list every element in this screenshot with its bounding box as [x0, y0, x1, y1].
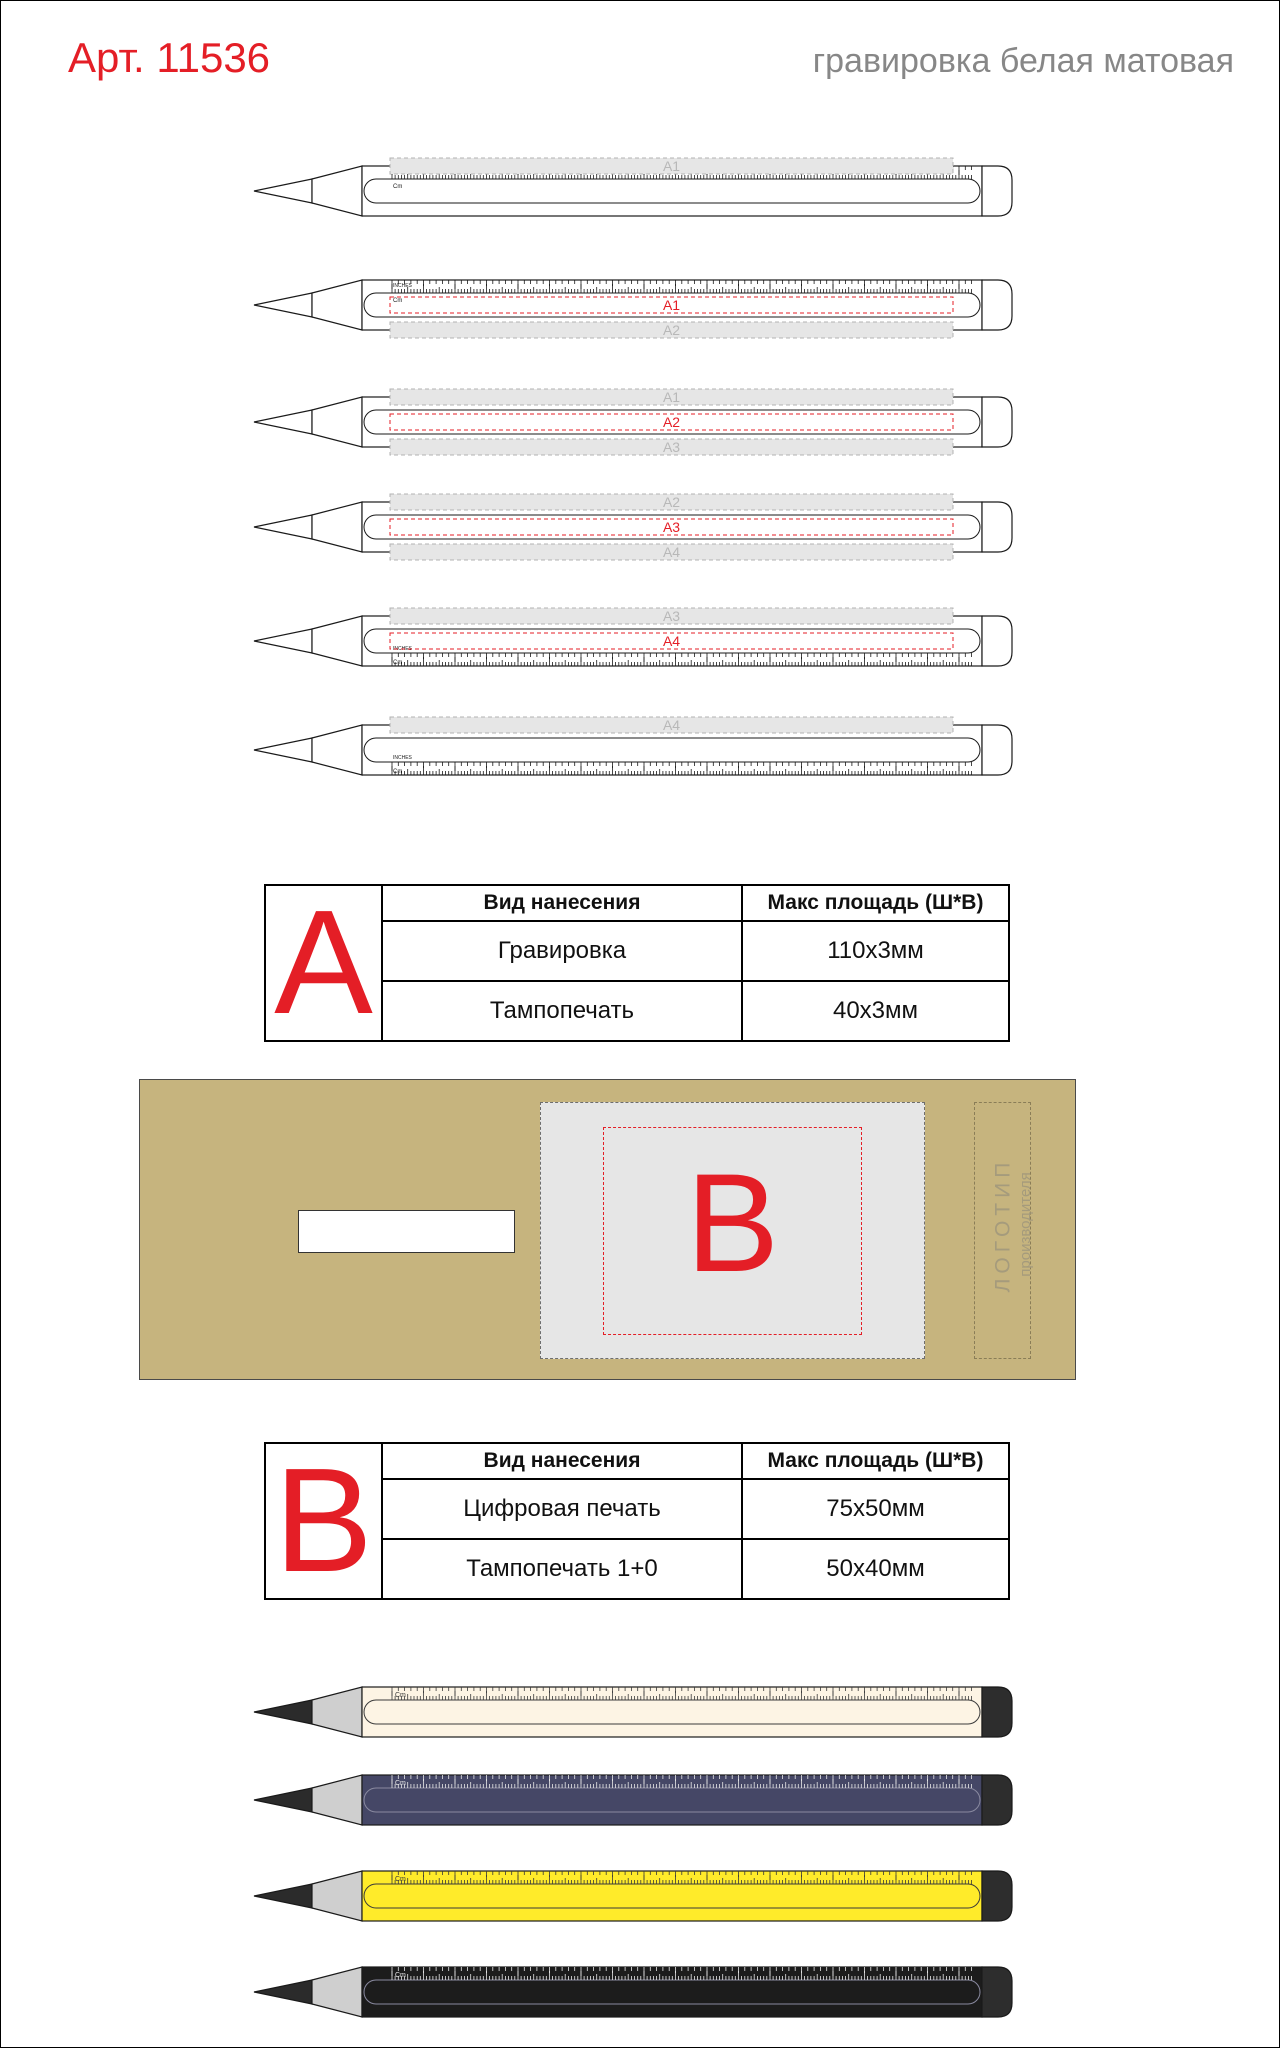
package-diagram: [139, 1079, 1076, 1380]
pencil-lead: [254, 738, 312, 762]
zone-label: A4: [662, 633, 681, 649]
pencil-view: [254, 158, 1012, 216]
method-cell: Цифровая печать: [382, 1479, 742, 1539]
ruler-cm-label: Cm: [395, 1780, 406, 1787]
area-letter-b: B: [265, 1443, 382, 1599]
method-header: Вид нанесения: [382, 885, 742, 921]
size-cell: 110x3мм: [742, 921, 1009, 981]
zone-label: A4: [662, 544, 681, 560]
pencil-lead: [254, 410, 312, 434]
pencil-cap: [982, 397, 1012, 447]
area-header: Макс площадь (Ш*В): [742, 885, 1009, 921]
pencil-view: [254, 717, 1012, 775]
pencil-tip: [312, 616, 362, 666]
logo-note: производителя: [1017, 1172, 1034, 1277]
ruler-inches-label: INCHES: [393, 755, 412, 761]
pencil-cap: [982, 616, 1012, 666]
pencil-cap: [982, 1871, 1012, 1921]
zone-label: A4: [662, 717, 681, 733]
ruler-cm-label: Cm: [393, 184, 403, 190]
pencil-lead: [254, 1700, 312, 1724]
ruler-inches-label: INCHES: [393, 283, 412, 289]
pencil-color-yellow: [254, 1871, 1012, 1921]
print-area-b: [540, 1102, 925, 1359]
pencil-tip: [312, 166, 362, 216]
zone-label: A3: [662, 439, 681, 455]
method-cell: Гравировка: [382, 921, 742, 981]
pencil-lead: [254, 1788, 312, 1812]
pencil-tip: [312, 502, 362, 552]
package-window: [298, 1210, 515, 1253]
logo-word: ЛОГОТИП: [991, 1157, 1015, 1293]
article-number: Арт. 11536: [68, 34, 271, 81]
ruler-cm-label: Cm: [393, 298, 403, 304]
method-header: Вид нанесения: [382, 1443, 742, 1479]
size-cell: 50x40мм: [742, 1539, 1009, 1599]
pencil-tip: [312, 1687, 362, 1737]
area-letter-b-label: B: [685, 1144, 780, 1301]
pencil-tip: [312, 725, 362, 775]
method-cell: Тампопечать 1+0: [382, 1539, 742, 1599]
engraving-type: гравировка белая матовая: [812, 42, 1234, 80]
pencil-cap: [982, 166, 1012, 216]
manufacturer-logo-area: [974, 1102, 1034, 1359]
ruler-inches-label: INCHES: [393, 646, 412, 652]
ruler-cm-label: Cm: [395, 1876, 406, 1883]
ruler-cm-label: Cm: [395, 1972, 406, 1979]
size-cell: 40x3мм: [742, 981, 1009, 1041]
pencil-tip: [312, 397, 362, 447]
pencil-color-navy: [254, 1775, 1012, 1825]
method-cell: Тампопечать: [382, 981, 742, 1041]
pencil-view: [254, 608, 1012, 666]
size-cell: 75x50мм: [742, 1479, 1009, 1539]
pencil-cap: [982, 725, 1012, 775]
pencil-cap: [982, 280, 1012, 330]
pencil-cap: [982, 1775, 1012, 1825]
pencil-cap: [982, 502, 1012, 552]
spec-table-a: [264, 880, 1010, 1045]
pencil-tip: [312, 280, 362, 330]
pencil-lead: [254, 1884, 312, 1908]
zone-label: A2: [662, 414, 681, 430]
pencil-lead: [254, 179, 312, 203]
zone-label: A3: [662, 608, 681, 624]
zone-label: A1: [662, 389, 681, 405]
pencil-cap: [982, 1967, 1012, 2017]
ruler-cm-label: Cm: [393, 660, 403, 666]
ruler-cm-label: Cm: [395, 1692, 406, 1699]
pencil-tip: [312, 1967, 362, 2017]
pencil-view: [254, 494, 1012, 560]
area-letter-a: A: [265, 885, 382, 1041]
pencil-lead: [254, 515, 312, 539]
spec-table-b: [264, 1438, 1010, 1603]
pencil-cap: [982, 1687, 1012, 1737]
pencil-view: [254, 280, 1012, 338]
ruler-cm-label: Cm: [393, 769, 403, 775]
pencil-tip: [312, 1775, 362, 1825]
area-header: Макс площадь (Ш*В): [742, 1443, 1009, 1479]
zone-label: A1: [662, 297, 681, 313]
pencil-color-cream: [254, 1687, 1012, 1737]
pencil-color-black: [254, 1967, 1012, 2017]
zone-label: A2: [662, 494, 681, 510]
pencil-lead: [254, 629, 312, 653]
pencil-tip: [312, 1871, 362, 1921]
pencil-view: [254, 389, 1012, 455]
pencil-lead: [254, 1980, 312, 2004]
pencil-lead: [254, 293, 312, 317]
zone-label: A1: [662, 158, 681, 174]
zone-label: A2: [662, 322, 681, 338]
zone-label: A3: [662, 519, 681, 535]
